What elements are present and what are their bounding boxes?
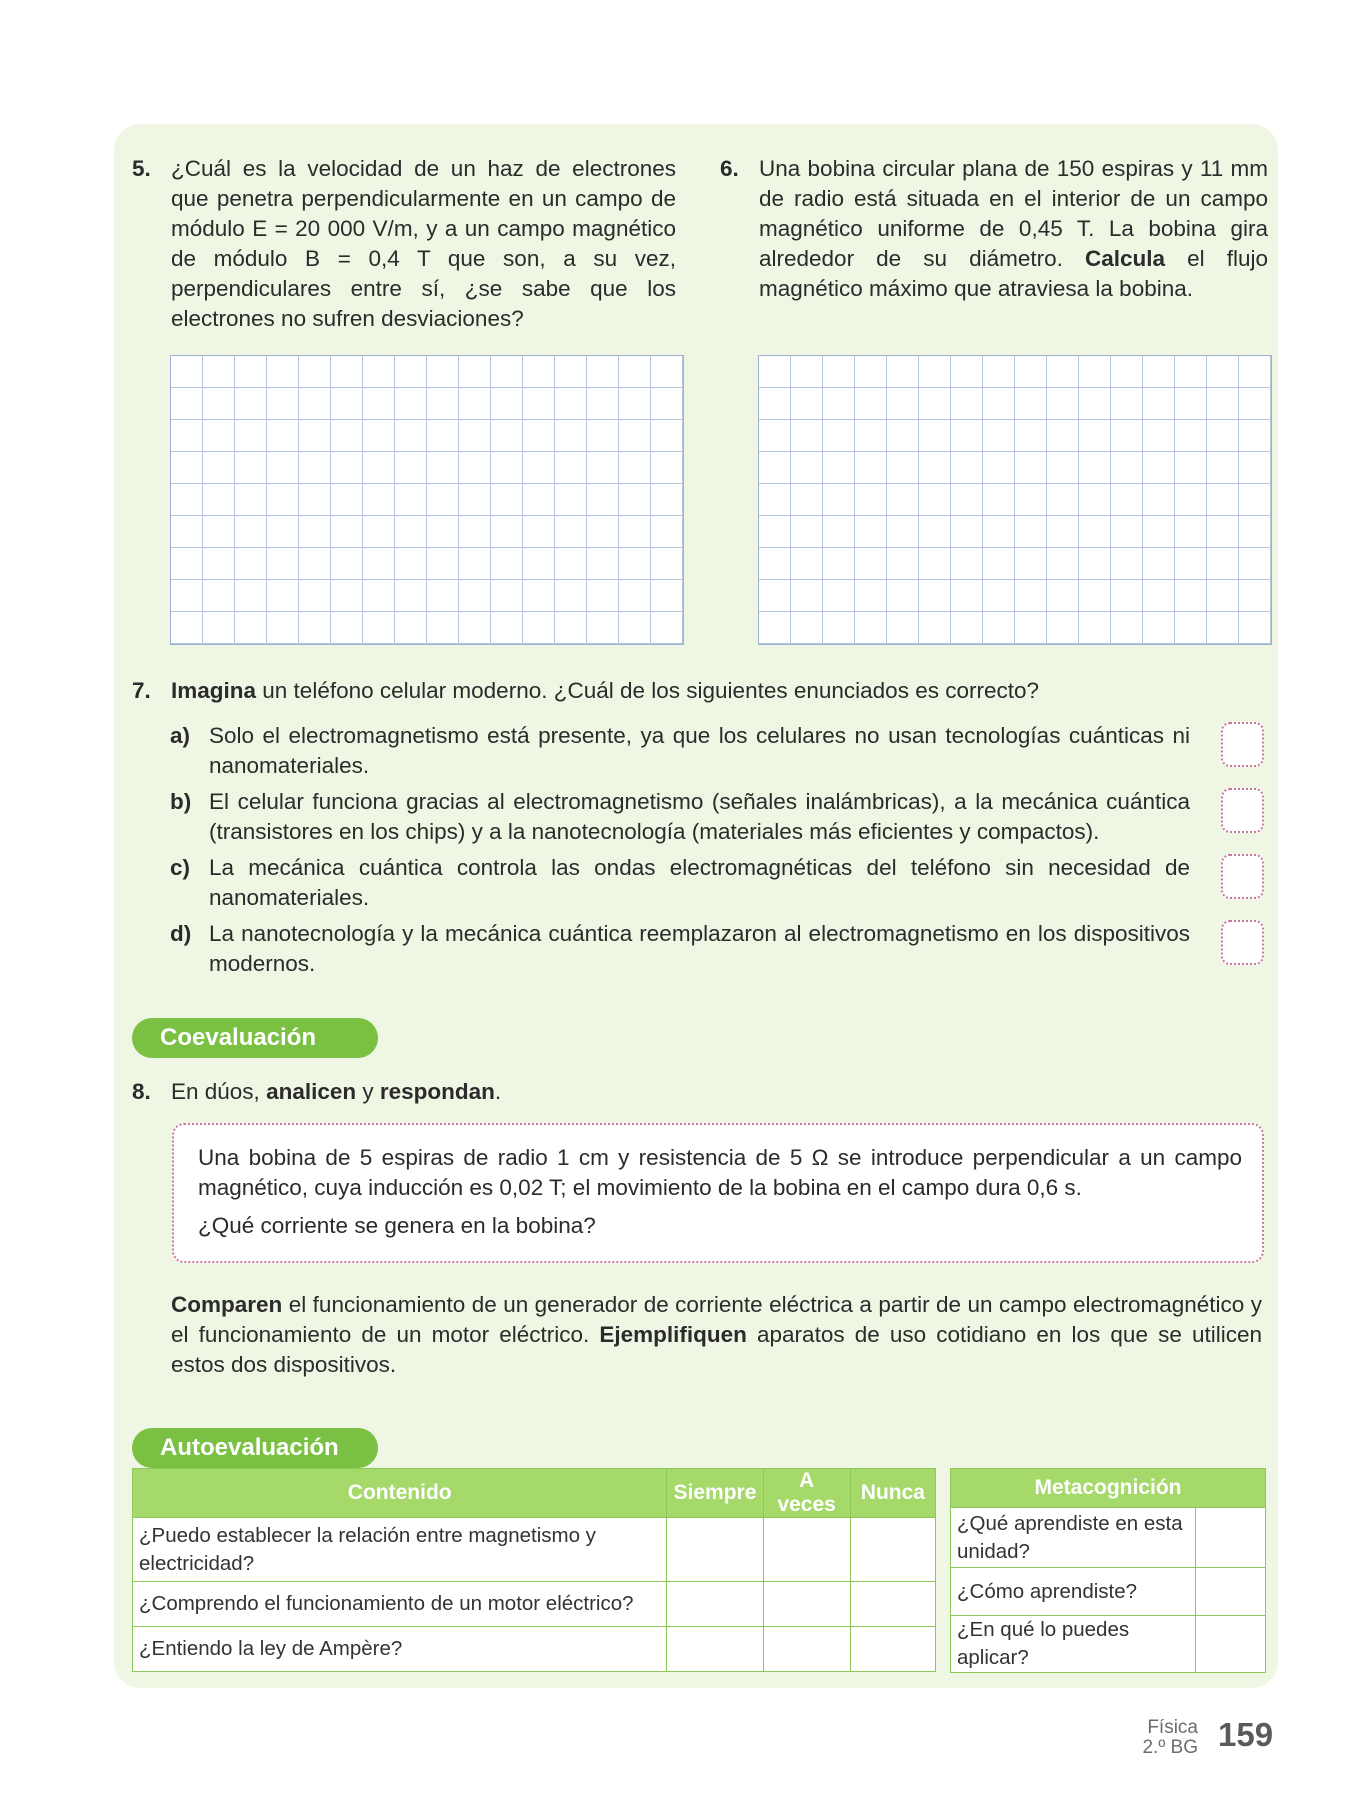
answer-cell[interactable]	[667, 1518, 763, 1582]
column-header: Contenido	[133, 1469, 667, 1518]
subject-name: Física	[1147, 1717, 1198, 1738]
footer-subject	[1142, 1718, 1198, 1758]
instruction-text: Comparen el funcionamiento de un generador de corriente eléctrica a partir de un campo electromagnético y el funcionamiento de un motor eléctrico. Ejemplifiquen aparatos de uso cotidiano en los que se utilicen estos dos dispositivos.	[171, 1292, 1262, 1377]
option-letter: a)	[170, 723, 191, 748]
answer-cell[interactable]	[850, 1627, 935, 1672]
meta-question: ¿En qué lo puedes aplicar?	[951, 1616, 1196, 1673]
question-6	[720, 154, 1268, 304]
answer-checkbox-c[interactable]	[1221, 854, 1264, 899]
question-5	[132, 154, 676, 334]
question-7	[132, 676, 1262, 706]
option-a	[170, 721, 1190, 781]
answer-cell[interactable]	[850, 1582, 935, 1627]
answer-cell[interactable]	[1196, 1508, 1266, 1568]
metacognicion-table	[950, 1468, 1266, 1673]
table-row	[133, 1518, 936, 1582]
answer-cell[interactable]	[667, 1627, 763, 1672]
option-c	[170, 853, 1190, 913]
column-header: Siempre	[667, 1469, 763, 1518]
answer-cell[interactable]	[1196, 1616, 1266, 1673]
coevaluacion-heading: Coevaluación	[132, 1018, 378, 1058]
option-d	[170, 919, 1190, 979]
question-text: Una bobina circular plana de 150 espiras y 11 mm de radio está situada en el interior de un campo magnético uniforme de 0,45 T. La bobina gira alrededor de su diámetro. Calcula el flujo magnético máximo que atraviesa la bobina.	[759, 156, 1268, 301]
compare-instruction	[132, 1290, 1262, 1380]
meta-question: ¿Qué aprendiste en esta unidad?	[951, 1508, 1196, 1568]
answer-cell[interactable]	[763, 1582, 850, 1627]
option-letter: c)	[170, 855, 191, 880]
answer-cell[interactable]	[850, 1518, 935, 1582]
page-number: 159	[1218, 1716, 1274, 1753]
answer-cell[interactable]	[763, 1518, 850, 1582]
answer-grid-5[interactable]	[170, 355, 684, 645]
question-number: 6.	[720, 156, 739, 181]
problem-statement: Una bobina de 5 espiras de radio 1 cm y resistencia de 5 Ω se introduce perpendicular a un campo magnético, cuya inducción es 0,02 T; el movimiento de la bobina en el campo dura 0,6 s.	[198, 1145, 1242, 1200]
option-letter: b)	[170, 789, 192, 814]
column-header: Nunca	[850, 1469, 935, 1518]
answer-grid-6[interactable]	[758, 355, 1272, 645]
question-number: 8.	[132, 1079, 151, 1104]
table-row	[951, 1508, 1266, 1568]
self-question: ¿Comprendo el funcionamiento de un motor eléctrico?	[133, 1582, 667, 1627]
problem-question: ¿Qué corriente se genera en la bobina?	[198, 1213, 596, 1238]
option-text: La nanotecnología y la mecánica cuántica reemplazaron al electromagnetismo en los dispositivos modernos.	[209, 921, 1190, 976]
autoevaluacion-table	[132, 1468, 936, 1672]
question-text: En dúos, analicen y respondan.	[171, 1079, 502, 1104]
answer-checkbox-b[interactable]	[1221, 788, 1264, 833]
question-number: 5.	[132, 156, 151, 181]
question-8	[132, 1077, 1262, 1107]
option-text: El celular funciona gracias al electromagnetismo (señales inalámbricas), a la mecánica cuántica (transistores en los chips) y a la nanotecnología (materiales más eficientes y compactos).	[209, 789, 1190, 844]
answer-checkbox-a[interactable]	[1221, 722, 1264, 767]
column-header: Metacognición	[951, 1469, 1266, 1508]
option-text: Solo el electromagnetismo está presente, ya que los celulares no usan tecnologías cuánticas ni nanomateriales.	[209, 723, 1190, 778]
self-question: ¿Puedo establecer la relación entre magnetismo y electricidad?	[133, 1518, 667, 1582]
question-text: ¿Cuál es la velocidad de un haz de electrones que penetra perpendicularmente en un campo de módulo E = 20 000 V/m, y a un campo magnético de módulo B = 0,4 T que son, a su vez, perpendiculares entre sí, ¿se sabe que los electrones no sufren desviaciones?	[171, 156, 676, 331]
autoevaluacion-heading: Autoevaluación	[132, 1428, 378, 1468]
answer-cell[interactable]	[763, 1627, 850, 1672]
problem-box	[172, 1123, 1264, 1263]
option-b	[170, 787, 1190, 847]
question-number: 7.	[132, 678, 151, 703]
table-row	[951, 1616, 1266, 1673]
answer-cell[interactable]	[1196, 1568, 1266, 1616]
meta-question: ¿Cómo aprendiste?	[951, 1568, 1196, 1616]
option-letter: d)	[170, 921, 192, 946]
table-row	[133, 1627, 936, 1672]
column-header: A veces	[763, 1469, 850, 1518]
table-row	[133, 1582, 936, 1627]
table-row	[951, 1568, 1266, 1616]
option-text: La mecánica cuántica controla las ondas electromagnéticas del teléfono sin necesidad de nanomateriales.	[209, 855, 1190, 910]
question-text: Imagina un teléfono celular moderno. ¿Cuál de los siguientes enunciados es correcto?	[171, 678, 1039, 703]
grade-level: 2.º BG	[1142, 1737, 1198, 1758]
self-question: ¿Entiendo la ley de Ampère?	[133, 1627, 667, 1672]
answer-checkbox-d[interactable]	[1221, 920, 1264, 965]
answer-cell[interactable]	[667, 1582, 763, 1627]
